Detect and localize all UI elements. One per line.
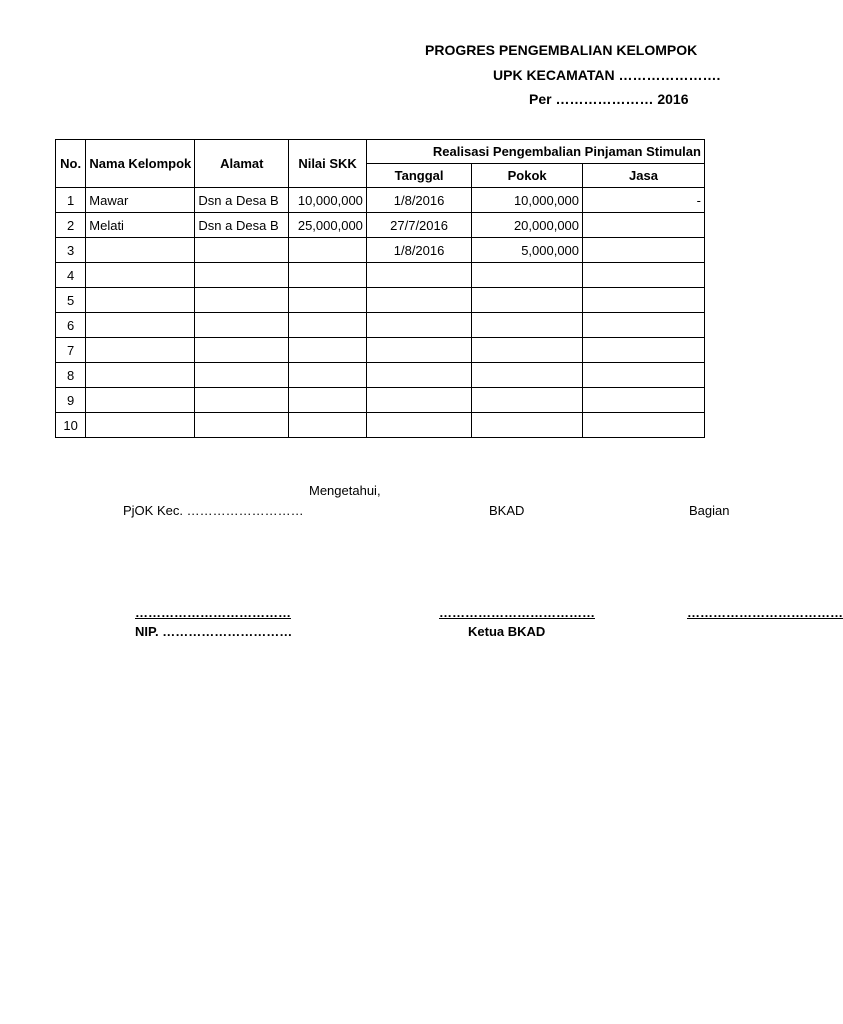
cell-tanggal [366,363,471,388]
mengetahui-label: Mengetahui, [309,483,381,498]
cell-no: 3 [56,238,86,263]
cell-nama-kelompok [86,288,195,313]
cell-no: 10 [56,413,86,438]
cell-tanggal [366,263,471,288]
cell-tanggal [366,388,471,413]
cell-alamat: Dsn a Desa B [195,213,289,238]
table-row [56,363,705,388]
cell-pokok [472,338,583,363]
cell-alamat [195,288,289,313]
cell-alamat [195,338,289,363]
cell-nilai-skk: 10,000,000 [289,188,367,213]
cell-nama-kelompok [86,413,195,438]
cell-no: 2 [56,213,86,238]
cell-alamat: Dsn a Desa B [195,188,289,213]
cell-tanggal [366,288,471,313]
cell-pokok [472,388,583,413]
cell-tanggal: 1/8/2016 [366,238,471,263]
table-row [56,263,705,288]
cell-alamat [195,263,289,288]
cell-nama-kelompok [86,238,195,263]
cell-nama-kelompok [86,388,195,413]
cell-tanggal: 27/7/2016 [366,213,471,238]
report-subtitle-upk: UPK KECAMATAN …………………. [493,67,721,83]
cell-jasa: - [583,188,705,213]
cell-jasa [583,363,705,388]
cell-jasa [583,413,705,438]
cell-no: 6 [56,313,86,338]
cell-nilai-skk [289,238,367,263]
table-row [56,238,705,263]
cell-no: 4 [56,263,86,288]
cell-nilai-skk [289,388,367,413]
cell-tanggal [366,313,471,338]
cell-pokok [472,263,583,288]
cell-no: 9 [56,388,86,413]
col-header-pokok: Pokok [472,164,583,188]
ketua-bkad-label: Ketua BKAD [468,624,546,639]
pjok-label: PjOK Kec. ……………………… [123,503,304,518]
cell-nilai-skk [289,263,367,288]
cell-nama-kelompok [86,338,195,363]
signature-line-third: ……………………………… [687,605,843,620]
cell-no: 5 [56,288,86,313]
cell-jasa [583,213,705,238]
bkad-label: BKAD [489,503,525,518]
cell-alamat [195,313,289,338]
cell-pokok [472,363,583,388]
col-header-nilai-skk: Nilai SKK [289,140,367,188]
third-signatory-label: Bagian [689,503,730,518]
progress-table [55,139,705,438]
cell-no: 1 [56,188,86,213]
nip-label: NIP. ………………………… [135,624,293,639]
cell-nilai-skk [289,313,367,338]
cell-tanggal: 1/8/2016 [366,188,471,213]
cell-nama-kelompok [86,313,195,338]
cell-pokok [472,288,583,313]
col-header-jasa: Jasa [583,164,705,188]
cell-nama-kelompok [86,363,195,388]
cell-nilai-skk [289,413,367,438]
table-row [56,313,705,338]
signature-line-bkad: ……………………………… [439,605,595,620]
col-header-realisasi: Realisasi Pengembalian Pinjaman Stimulan [366,140,704,164]
table-row [56,388,705,413]
cell-alamat [195,238,289,263]
cell-pokok: 20,000,000 [472,213,583,238]
table-row [56,338,705,363]
cell-jasa [583,263,705,288]
cell-nama-kelompok [86,263,195,288]
cell-pokok [472,413,583,438]
cell-jasa [583,338,705,363]
cell-jasa [583,388,705,413]
cell-pokok: 5,000,000 [472,238,583,263]
report-title: PROGRES PENGEMBALIAN KELOMPOK [425,42,698,58]
table-row [56,188,705,213]
report-period: Per ………………… 2016 [529,91,689,107]
cell-alamat [195,363,289,388]
cell-jasa [583,288,705,313]
col-header-nama-kelompok: Nama Kelompok [86,140,195,188]
signature-line-pjok: ……………………………… [135,605,291,620]
col-header-alamat: Alamat [195,140,289,188]
cell-jasa [583,313,705,338]
table-row [56,288,705,313]
table-body [56,188,705,438]
table-row [56,413,705,438]
cell-tanggal [366,413,471,438]
cell-no: 7 [56,338,86,363]
cell-nilai-skk [289,338,367,363]
cell-pokok [472,313,583,338]
cell-alamat [195,388,289,413]
cell-tanggal [366,338,471,363]
cell-nilai-skk [289,363,367,388]
cell-nilai-skk: 25,000,000 [289,213,367,238]
cell-no: 8 [56,363,86,388]
cell-nilai-skk [289,288,367,313]
cell-alamat [195,413,289,438]
col-header-tanggal: Tanggal [366,164,471,188]
table-row [56,213,705,238]
cell-nama-kelompok: Mawar [86,188,195,213]
cell-jasa [583,238,705,263]
cell-pokok: 10,000,000 [472,188,583,213]
col-header-no: No. [56,140,86,188]
cell-nama-kelompok: Melati [86,213,195,238]
